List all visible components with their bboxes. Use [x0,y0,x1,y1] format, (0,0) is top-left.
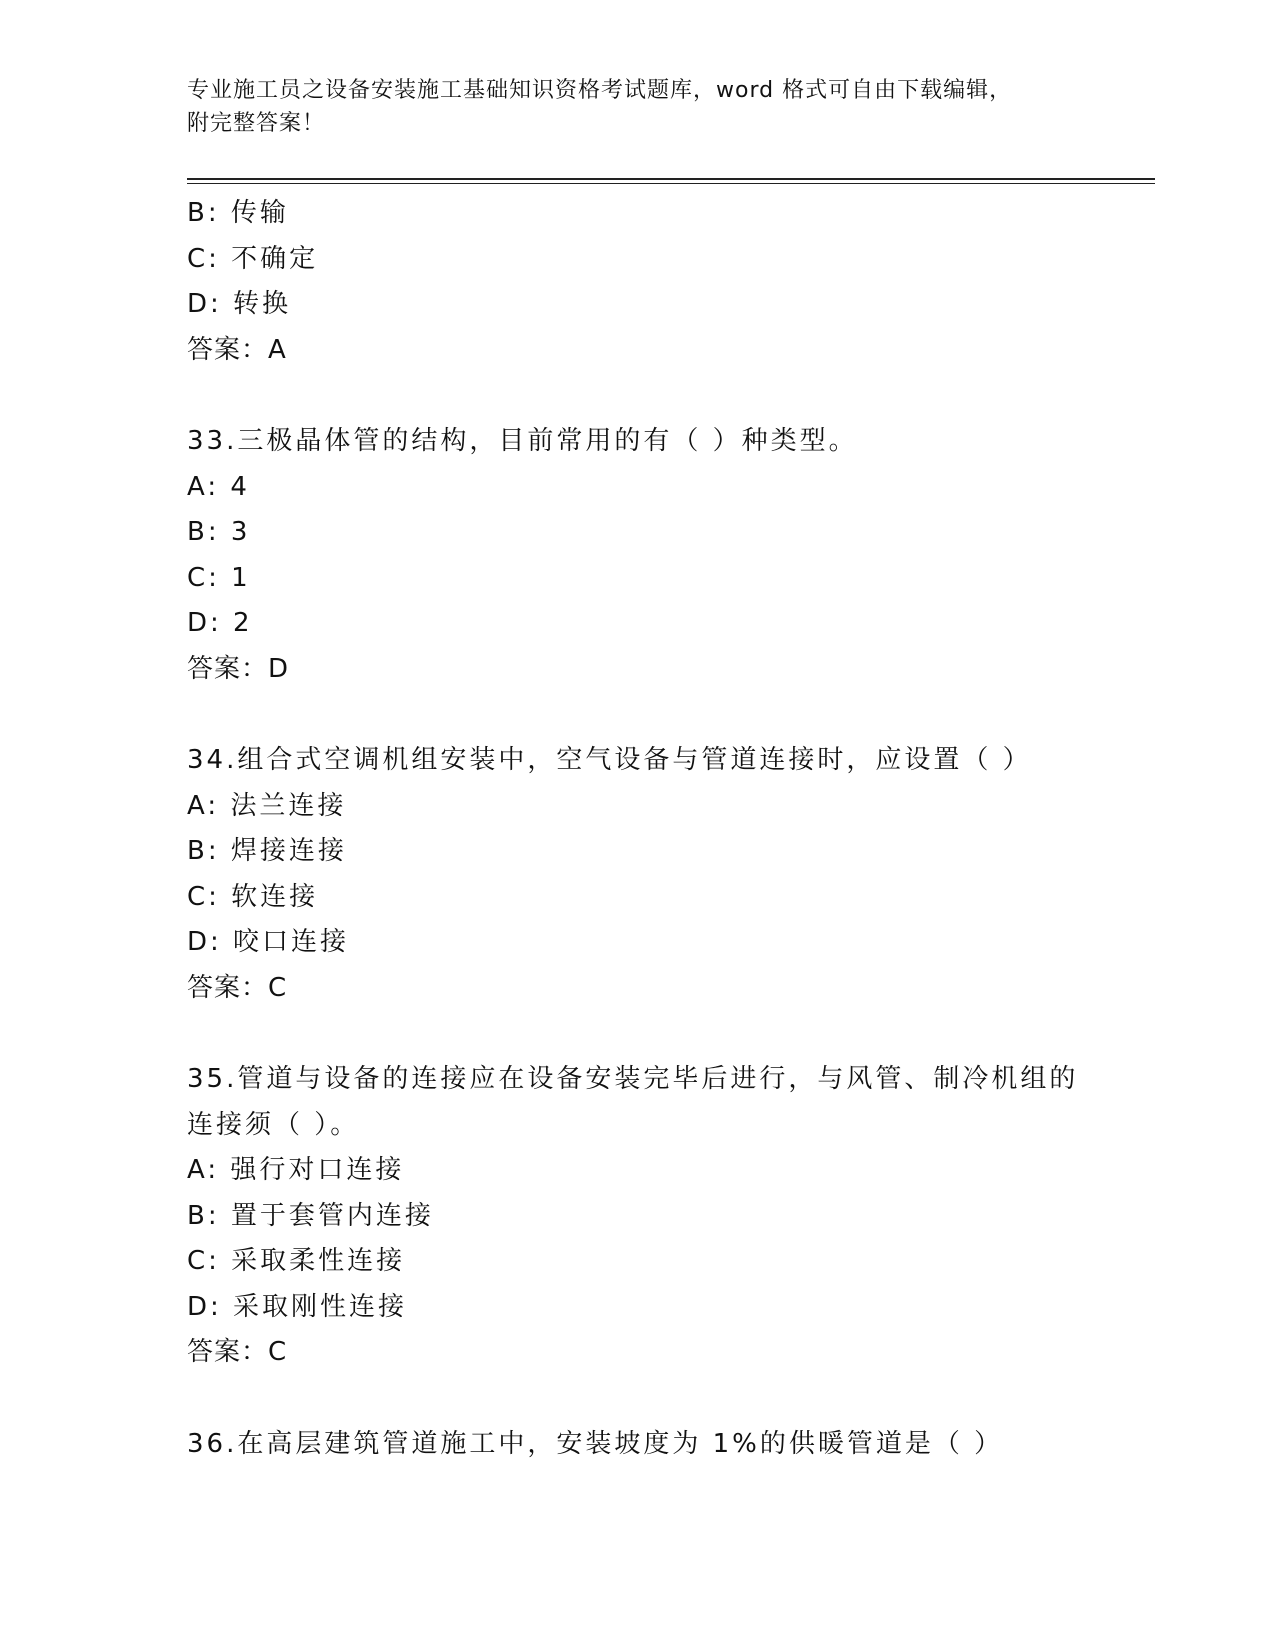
option-d: D: 2 [187,608,253,638]
option-a: A: 强行对口连接 [187,1155,405,1185]
question-text-line-1: 35.管道与设备的连接应在设备安装完毕后进行，与风管、制冷机组的 [187,1064,1079,1094]
header-divider-thin [187,183,1155,184]
question-35 [187,1057,1087,1376]
question-33 [187,419,1087,692]
option-a: A: 法兰连接 [187,790,347,821]
option-c: C: 软连接 [187,881,319,912]
option-b: B: 置于套管内连接 [187,1200,434,1231]
option-b: B: 传输 [187,198,289,228]
option-d: D: 采取刚性连接 [187,1291,408,1322]
spacer [187,692,1087,738]
option-b: B: 3 [187,517,251,547]
answer-line: 答案：D [187,653,290,684]
answer-line: 答案：C [187,972,288,1003]
question-text: 36.在高层建筑管道施工中，安装坡度为 1%的供暖管道是（ ） [187,1428,1004,1459]
question-36 [187,1422,1087,1468]
question-34 [187,738,1087,1011]
spacer [187,1011,1087,1057]
question-list [187,191,1087,1467]
document-header [187,74,1067,140]
option-c: C: 1 [187,562,251,593]
option-a: A: 4 [187,471,250,502]
header-divider-thick [187,178,1155,180]
question-text-line-2: 连接须（ ）。 [187,1109,360,1140]
option-c: C: 不确定 [187,243,319,274]
question-text: 33.三极晶体管的结构，目前常用的有（ ）种类型。 [187,426,858,456]
question-32-continued [187,191,1087,373]
answer-line: 答案：C [187,1337,288,1367]
spacer [187,373,1087,419]
option-d: D: 咬口连接 [187,927,350,957]
question-text: 34.组合式空调机组安装中，空气设备与管道连接时，应设置（ ） [187,745,1032,775]
option-d: D: 转换 [187,289,292,319]
option-b: B: 焊接连接 [187,836,347,866]
header-line-1: 专业施工员之设备安装施工基础知识资格考试题库，word 格式可自由下载编辑， [187,78,1013,103]
header-line-2: 附完整答案！ [187,111,326,136]
option-c: C: 采取柔性连接 [187,1246,406,1276]
answer-line: 答案：A [187,334,287,365]
spacer [187,1376,1087,1422]
